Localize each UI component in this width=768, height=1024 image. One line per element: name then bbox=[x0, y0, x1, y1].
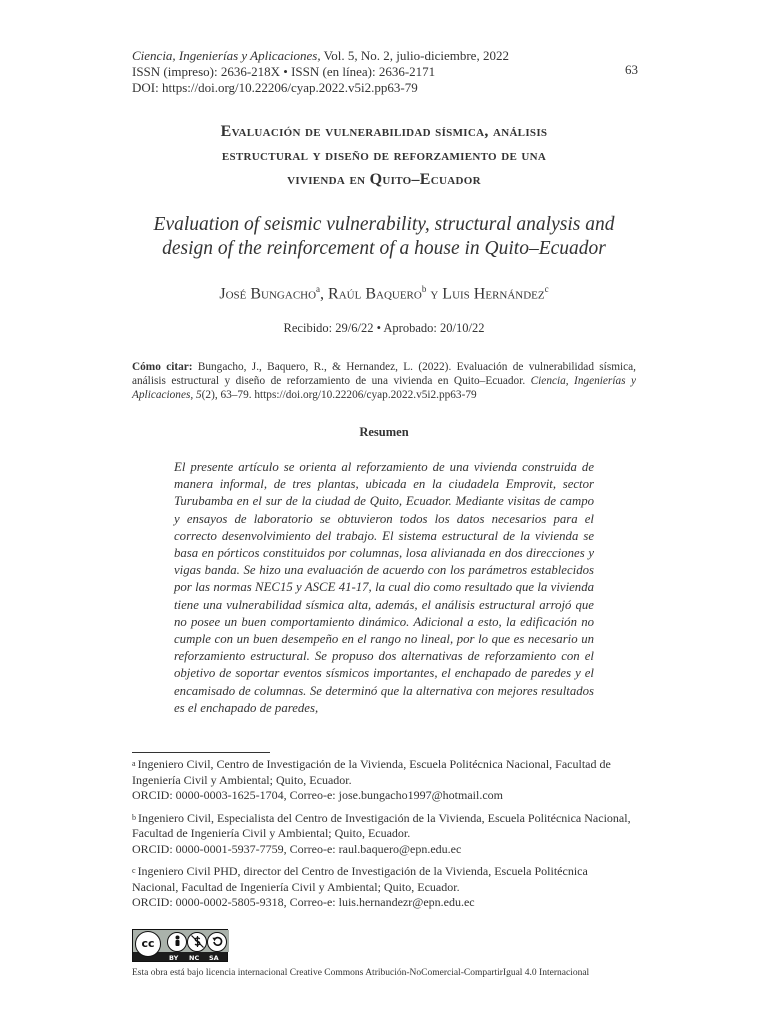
footnote-b-text: Ingeniero Civil, Especialista del Centro de Investigación de la Vivienda, Escuela Politécnica Nacional, Facultad de Ingeniería Civil y Ambiental; Quito, Ecuador. bbox=[132, 810, 631, 840]
footnote-c bbox=[132, 863, 636, 911]
footnote-b-orcid: ORCID: 0000-0001-5937-7759, Correo-e: raul.baquero@epn.edu.ec bbox=[132, 841, 462, 856]
title-spanish bbox=[132, 120, 636, 192]
cc-label-sa: SA bbox=[209, 954, 219, 962]
cc-label-by: BY bbox=[169, 954, 179, 962]
sharealike-arrow-icon bbox=[207, 932, 227, 952]
title-en-line-1: Evaluation of seismic vulnerability, structural analysis and bbox=[153, 214, 615, 235]
attribution-person-icon bbox=[167, 932, 187, 952]
footnote-c-orcid: ORCID: 0000-0002-5805-9318, Correo-e: luis.hernandezr@epn.edu.ec bbox=[132, 895, 475, 909]
received-approved-dates: Recibido: 29/6/22 • Aprobado: 20/10/22 bbox=[283, 321, 485, 335]
footnote-a-mark: a bbox=[132, 759, 136, 768]
author-separator-2: y bbox=[426, 285, 443, 303]
footnote-c-affiliation bbox=[132, 863, 636, 895]
footnote-divider bbox=[132, 752, 270, 753]
footnote-a-text: Ingeniero Civil, Centro de Investigación de la Vivienda, Escuela Politécnica Nacional, Facultad de Ingeniería Civil y Ambiental; Quito, Ecuador. bbox=[132, 757, 611, 787]
dollar-icon-svg bbox=[189, 933, 206, 950]
author-1: José Bungacho bbox=[219, 285, 317, 303]
title-es-line-3: vivienda en Quito–Ecuador bbox=[287, 171, 481, 188]
person-icon-svg bbox=[169, 933, 186, 950]
title-es-line-2: estructural y diseño de reforzamiento de una bbox=[221, 147, 547, 164]
abstract-heading: Resumen bbox=[359, 425, 409, 439]
author-2-mark: b bbox=[421, 284, 427, 294]
license-statement: Esta obra está bajo licencia internacional Creative Commons Atribución-NoComercial-CompartirIgual 4.0 Internacional bbox=[132, 968, 590, 978]
title-english bbox=[132, 213, 636, 261]
running-header bbox=[132, 48, 509, 96]
doi-line[interactable]: DOI: https://doi.org/10.22206/cyap.2022.v5i2.pp63-79 bbox=[132, 80, 418, 95]
author-1-mark: a bbox=[316, 284, 321, 294]
citation-text-2[interactable]: (2), 63–79. https://doi.org/10.22206/cyap.2022.v5i2.pp63-79 bbox=[201, 389, 477, 401]
author-list bbox=[132, 284, 636, 303]
citation-label: Cómo citar: bbox=[132, 361, 193, 373]
citation-journal: Ciencia, Ingenierías y Aplicaciones, 5 bbox=[132, 375, 636, 401]
title-es-line-1: Evaluación de vulnerabilidad sísmica, análisis bbox=[220, 123, 548, 140]
sharealike-icon-svg bbox=[209, 933, 226, 950]
cc-license-badge[interactable] bbox=[132, 929, 228, 962]
footnote-c-text: Ingeniero Civil PHD, director del Centro de Investigación de la Vivienda, Escuela Politécnica Nacional, Facultad de Ingeniería Civil y Ambiental; Quito, Ecuador. bbox=[132, 864, 588, 894]
cc-label-nc: NC bbox=[189, 954, 200, 962]
footnote-a-orcid: ORCID: 0000-0003-1625-1704, Correo-e: jose.bungacho1997@hotmail.com bbox=[132, 788, 503, 802]
footnote-a bbox=[132, 756, 636, 804]
issn-line: ISSN (impreso): 2636-218X • ISSN (en línea): 2636-2171 bbox=[132, 64, 436, 79]
footnote-c-mark: c bbox=[132, 866, 136, 875]
footnotes bbox=[132, 756, 636, 917]
footnote-b bbox=[132, 810, 636, 858]
journal-volume: Vol. 5, No. 2, julio-diciembre, 2022 bbox=[320, 48, 509, 63]
author-3-mark: c bbox=[544, 284, 549, 294]
journal-line bbox=[132, 48, 509, 64]
title-en-line-2: design of the reinforcement of a house in Quito–Ecuador bbox=[162, 238, 606, 259]
footnote-b-affiliation bbox=[132, 810, 636, 842]
footnote-a-affiliation bbox=[132, 756, 636, 788]
citation-block bbox=[132, 360, 636, 402]
author-2: Raúl Baquero bbox=[328, 285, 422, 303]
journal-name: Ciencia, Ingenierías y Aplicaciones, bbox=[132, 48, 321, 63]
author-separator-1: , bbox=[320, 285, 329, 303]
noncommercial-dollar-icon bbox=[187, 932, 207, 952]
page-number: 63 bbox=[625, 62, 638, 77]
footnote-b-mark: b bbox=[132, 812, 136, 822]
abstract-body: El presente artículo se orienta al reforzamiento de una vivienda construida de manera informal, de tres plantas, ubicada en la ciudadela Emprovit, sector Turubamba en el sur de la ciudad de Quito, Ecuador. Mediante visitas de campo y ensayos de laboratorio se obtuvieron todos los datos necesarios para el correcto desenvolvimiento del trabajo. El sistema estructural de la vivienda se basa en pórticos constituidos por columnas, losa alivianada en dos direcciones y vigas banda. Se hizo una evaluación de acuerdo con los parámetros establecidos por las normas NEC15 y ASCE 41-17, la cual dio como resultado que la vivienda tiene una vulnerabilidad sísmica alta, además, el análisis estructural arrojó que no posee un buen comportamiento dinámico. Adicional a esto, la edificación no cumple con un buen desempeño en el rango no lineal, por lo que es necesario un reforzamiento estructural. Se propuso dos alternativas de reforzamiento con el objetivo de soportar eventos sísmicos importantes, el enchapado de paredes y el encamisado de columnas. Se determinó que la alternativa con mejores resultados es el enchapado de paredes, bbox=[174, 460, 594, 715]
author-3: Luis Hernández bbox=[442, 285, 545, 303]
citation-text-1: Bungacho, J., Baquero, R., & Hernandez, L. (2022). Evaluación de vulnerabilidad sísmica, análisis estructural y diseño de reforzamiento de una vivienda en Quito–Ecuador. bbox=[132, 361, 636, 387]
cc-logo-icon: cc bbox=[135, 931, 161, 957]
